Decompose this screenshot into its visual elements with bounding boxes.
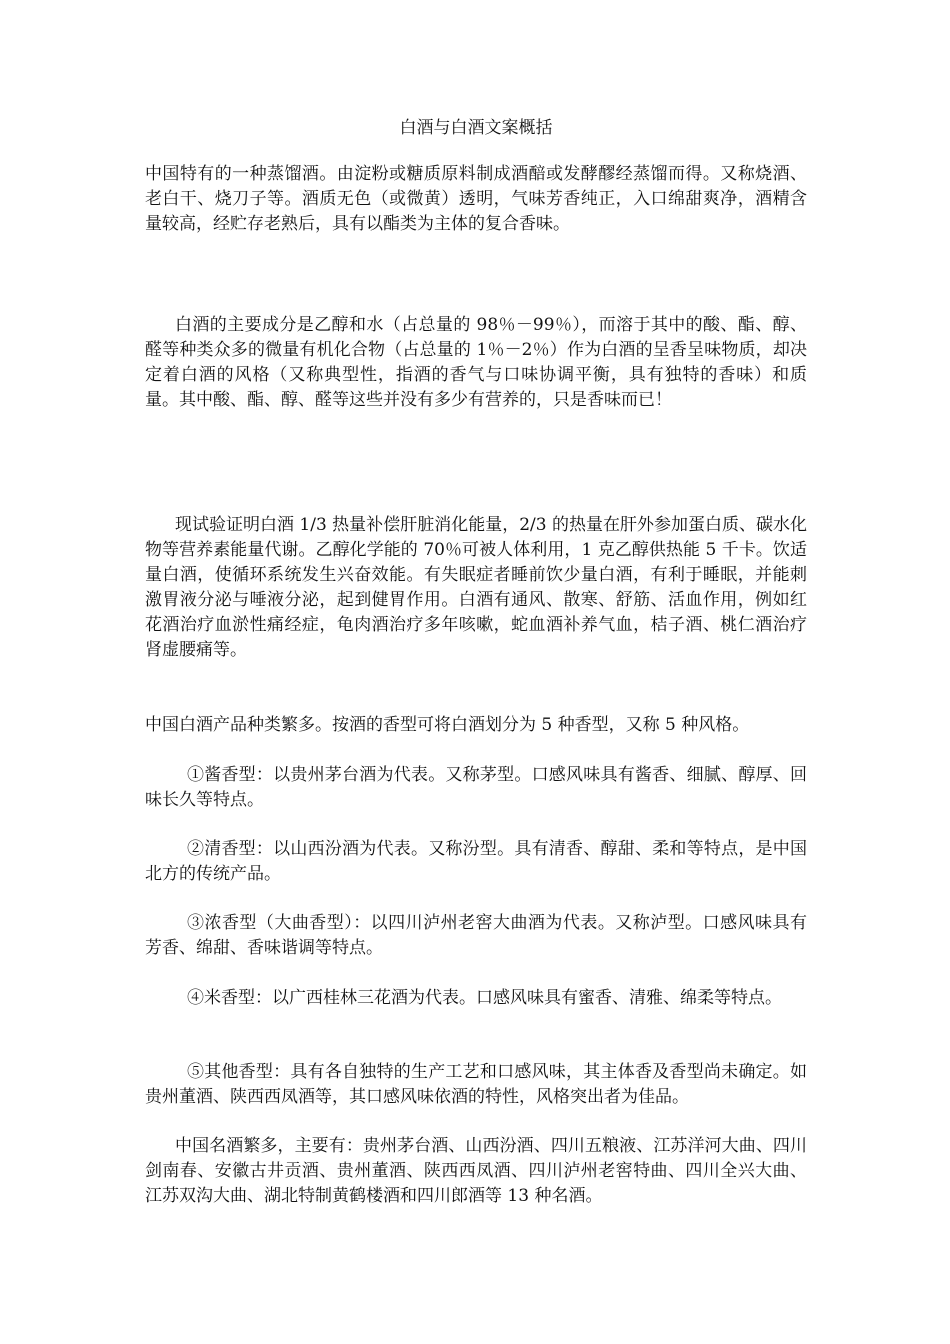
paragraph-aroma-light: ②清香型：以山西汾酒为代表。又称汾型。具有清香、醇甜、柔和等特点，是中国北方的传统产品。 [145, 839, 807, 884]
paragraph-aroma-types: 中国白酒产品种类繁多。按酒的香型可将白酒划分为 5 种香型，又称 5 种风格。 [145, 715, 750, 735]
document-page [145, 0, 807, 1344]
document-title: 白酒与白酒文案概括 [399, 118, 553, 138]
paragraph-aroma-other: ⑤其他香型：具有各自独特的生产工艺和口感风味，其主体香及香型尚未确定。如贵州董酒、陕西西凤酒等，其口感风味依酒的特性，风格突出者为佳品。 [145, 1062, 807, 1107]
paragraph-health: 现试验证明白酒 1/3 热量补偿肝脏消化能量，2/3 的热量在肝外参加蛋白质、碳水化物等营养素能量代谢。乙醇化学能的 70％可被人体利用，1 克乙醇供热能 5 千卡。饮适量白酒，使循环系统发生兴奋效能。有失眠症者睡前饮少量白酒，有利于睡眠，并能刺激胃液分泌与唾液分泌，起到健胃作用。白酒有通风、散寒、舒筋、活血作用，例如红花酒治疗血淤性痛经症，龟肉酒治疗多年咳嗽，蛇血酒补养气血，桔子酒、桃仁酒治疗肾虚腰痛等。 [145, 515, 807, 660]
paragraph-composition: 白酒的主要成分是乙醇和水（占总量的 98％－99％），而溶于其中的酸、酯、醇、醛等种类众多的微量有机化合物（占总量的 1％－2％）作为白酒的呈香呈味物质，却决定着白酒的风格（又称典型性，指酒的香气与口味协调平衡，具有独特的香味）和质量。其中酸、酯、醇、醛等这些并没有多少有营养的，只是香味而已！ [145, 315, 807, 410]
paragraph-definition: 中国特有的一种蒸馏酒。由淀粉或糖质原料制成酒醅或发酵醪经蒸馏而得。又称烧酒、老白干、烧刀子等。酒质无色（或微黄）透明，气味芳香纯正，入口绵甜爽净，酒精含量较高，经贮存老熟后，具有以酯类为主体的复合香味。 [145, 164, 807, 234]
paragraph-aroma-strong: ③浓香型（大曲香型）：以四川泸州老窖大曲酒为代表。又称泸型。口感风味具有芳香、绵甜、香味谐调等特点。 [145, 913, 807, 958]
paragraph-aroma-sauce: ①酱香型：以贵州茅台酒为代表。又称茅型。口感风味具有酱香、细腻、醇厚、回味长久等特点。 [145, 765, 807, 810]
paragraph-famous-liquors: 中国名酒繁多，主要有：贵州茅台酒、山西汾酒、四川五粮液、江苏洋河大曲、四川剑南春、安徽古井贡酒、贵州董酒、陕西西凤酒、四川泸州老窖特曲、四川全兴大曲、江苏双沟大曲、湖北特制黄鹤楼酒和四川郎酒等 13 种名酒。 [145, 1136, 807, 1206]
paragraph-aroma-rice: ④米香型：以广西桂林三花酒为代表。口感风味具有蜜香、清雅、绵柔等特点。 [187, 988, 782, 1008]
